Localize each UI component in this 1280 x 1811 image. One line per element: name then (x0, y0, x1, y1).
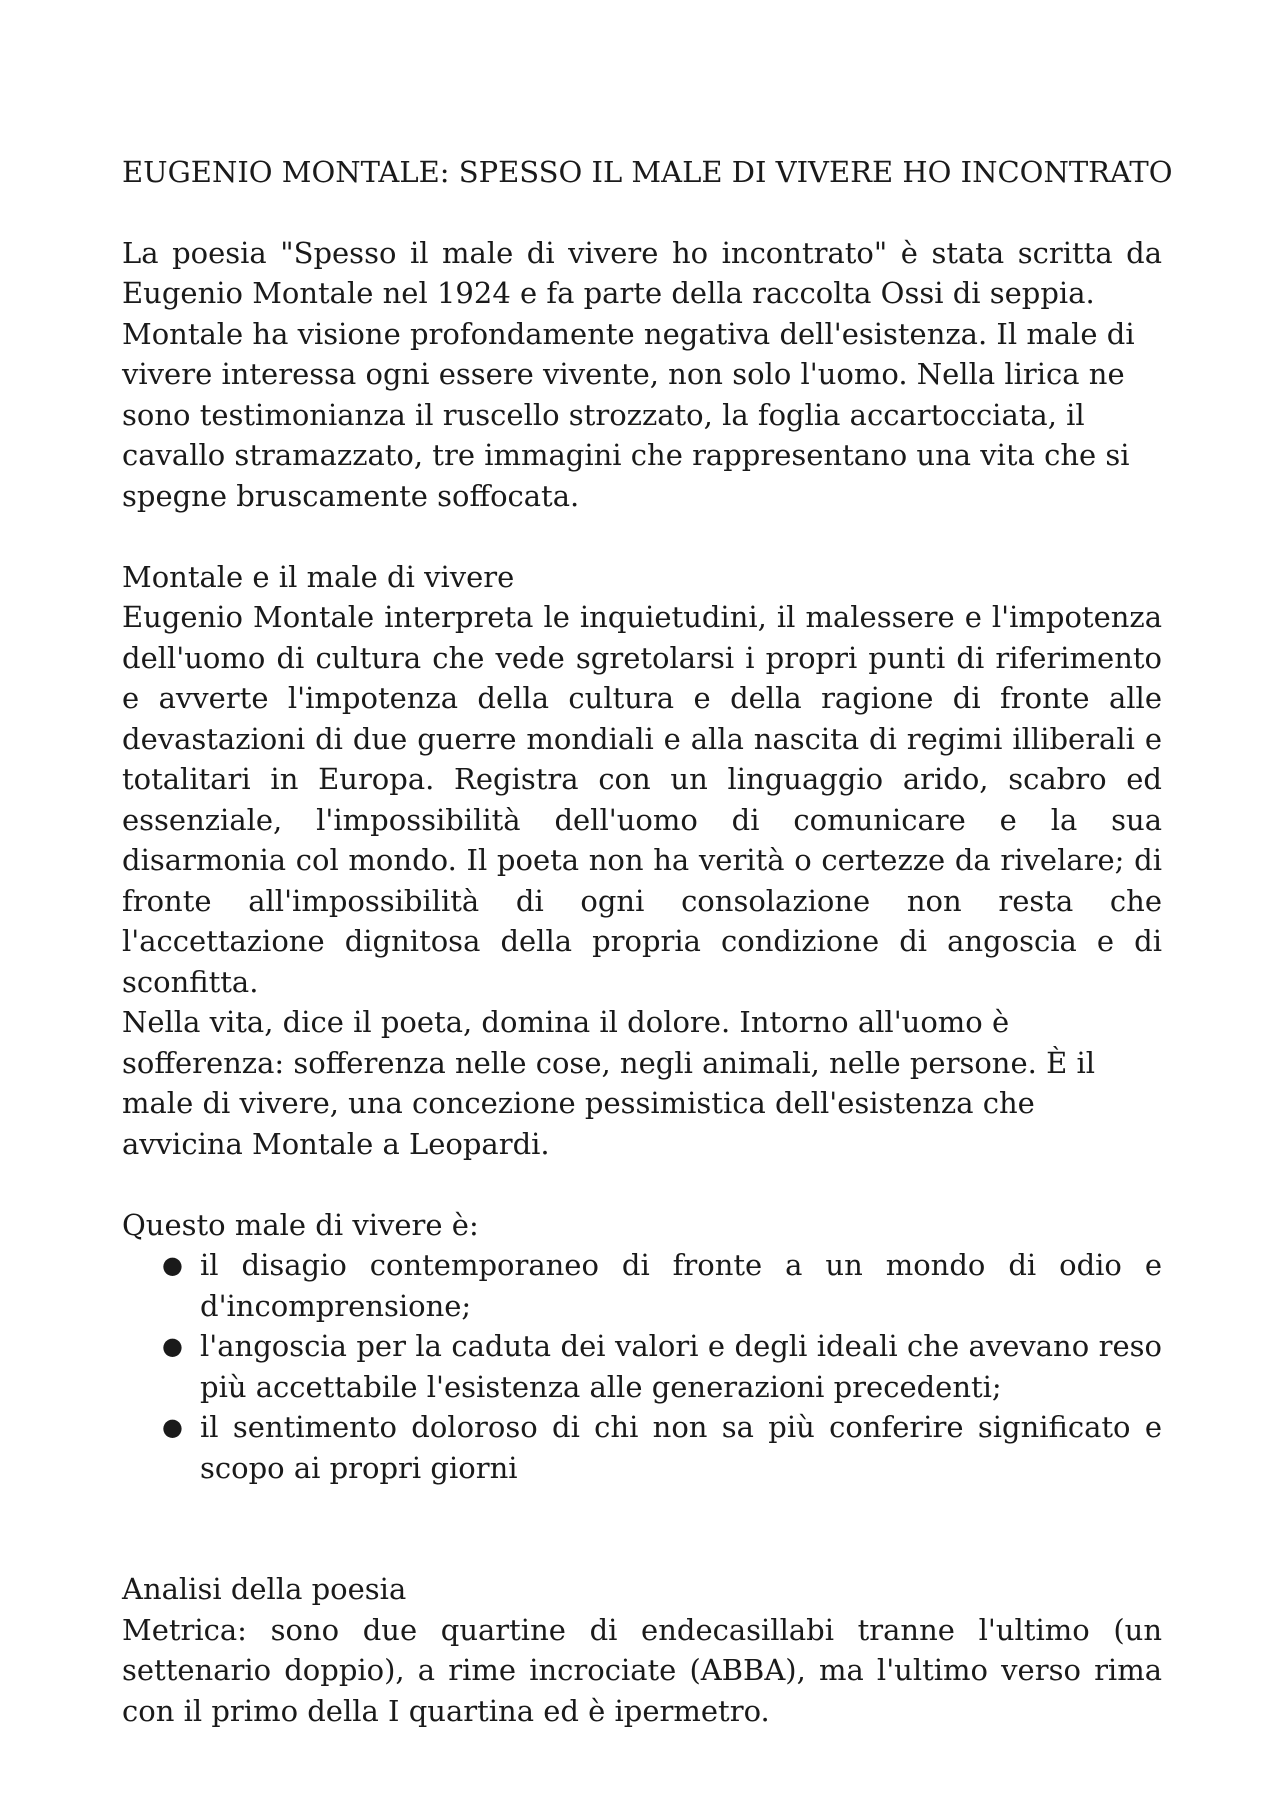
document-title: EUGENIO MONTALE: SPESSO IL MALE DI VIVERE HO INCONTRATO (122, 155, 1173, 189)
list-item-text: l'angoscia per la caduta dei valori e degli ideali che avevano reso più accettabile l'esistenza alle generazioni precedenti; (200, 1329, 1162, 1404)
section3-paragraph-1: Metrica: sono due quartine di endecasillabi tranne l'ultimo (un settenario doppio), a rime incrociate (ABBA), ma l'ultimo verso rima con il primo della I quartina ed è ipermetro. (122, 1612, 1162, 1728)
section-heading-analisi: Analisi della poesia (122, 1572, 407, 1606)
bullet-icon: ● (162, 1251, 183, 1279)
bullet-list (122, 1245, 1162, 1488)
intro-paragraph-1: La poesia "Spesso il male di vivere ho incontrato" è stata scritta da Eugenio Montale nel 1924 e fa parte della raccolta Ossi di seppia. (122, 235, 1162, 310)
section1-paragraph-2: Nella vita, dice il poeta, domina il dolore. Intorno all'uomo è sofferenza: sofferenza nelle cose, negli animali, nelle persone. È il male di vivere, una concezione pessimistica dell'esistenza che avvicina Montale a Leopardi. (122, 1005, 1096, 1161)
list-item (162, 1326, 1162, 1407)
spacer (122, 1488, 1162, 1569)
bullet-icon: ● (162, 1332, 183, 1360)
spacer (122, 1164, 1162, 1205)
section2-lead: Questo male di vivere è: (122, 1207, 479, 1242)
section1-paragraph-1: Eugenio Montale interpreta le inquietudini, il malessere e l'impotenza dell'uomo di cultura che vede sgretolarsi i propri punti di riferimento e avverte l'impotenza della cultura e della ragione di fronte alle devastazioni di due guerre mondiali e alla nascita di regimi illiberali e totalitari in Europa. Registra con un linguaggio arido, scabro ed essenziale, l'impossibilità dell'uomo di comunicare e la sua disarmonia col mondo. Il poeta non ha verità o certezze da rivelare; di fronte all'impossibilità di ogni consolazione non resta che l'accettazione dignitosa della propria condizione di angoscia e di sconfitta. (122, 600, 1162, 999)
list-item (162, 1407, 1162, 1488)
list-item-text: il disagio contemporaneo di fronte a un mondo di odio e d'incomprensione; (200, 1248, 1162, 1323)
intro-paragraph-2: Montale ha visione profondamente negativa dell'esistenza. Il male di vivere interessa ogni essere vivente, non solo l'uomo. Nella lirica ne sono testimonianza il ruscello strozzato, la foglia accartocciata, il cavallo stramazzato, tre immagini che rappresentano una vita che si spegne bruscamente soffocata. (122, 316, 1135, 513)
section-heading-montale: Montale e il male di vivere (122, 559, 515, 594)
list-item (162, 1245, 1162, 1326)
bullet-icon: ● (162, 1413, 183, 1441)
spacer (122, 516, 1162, 557)
list-item-text: il sentimento doloroso di chi non sa più conferire significato e scopo ai propri giorni (200, 1410, 1162, 1485)
document-page (122, 152, 1173, 1731)
